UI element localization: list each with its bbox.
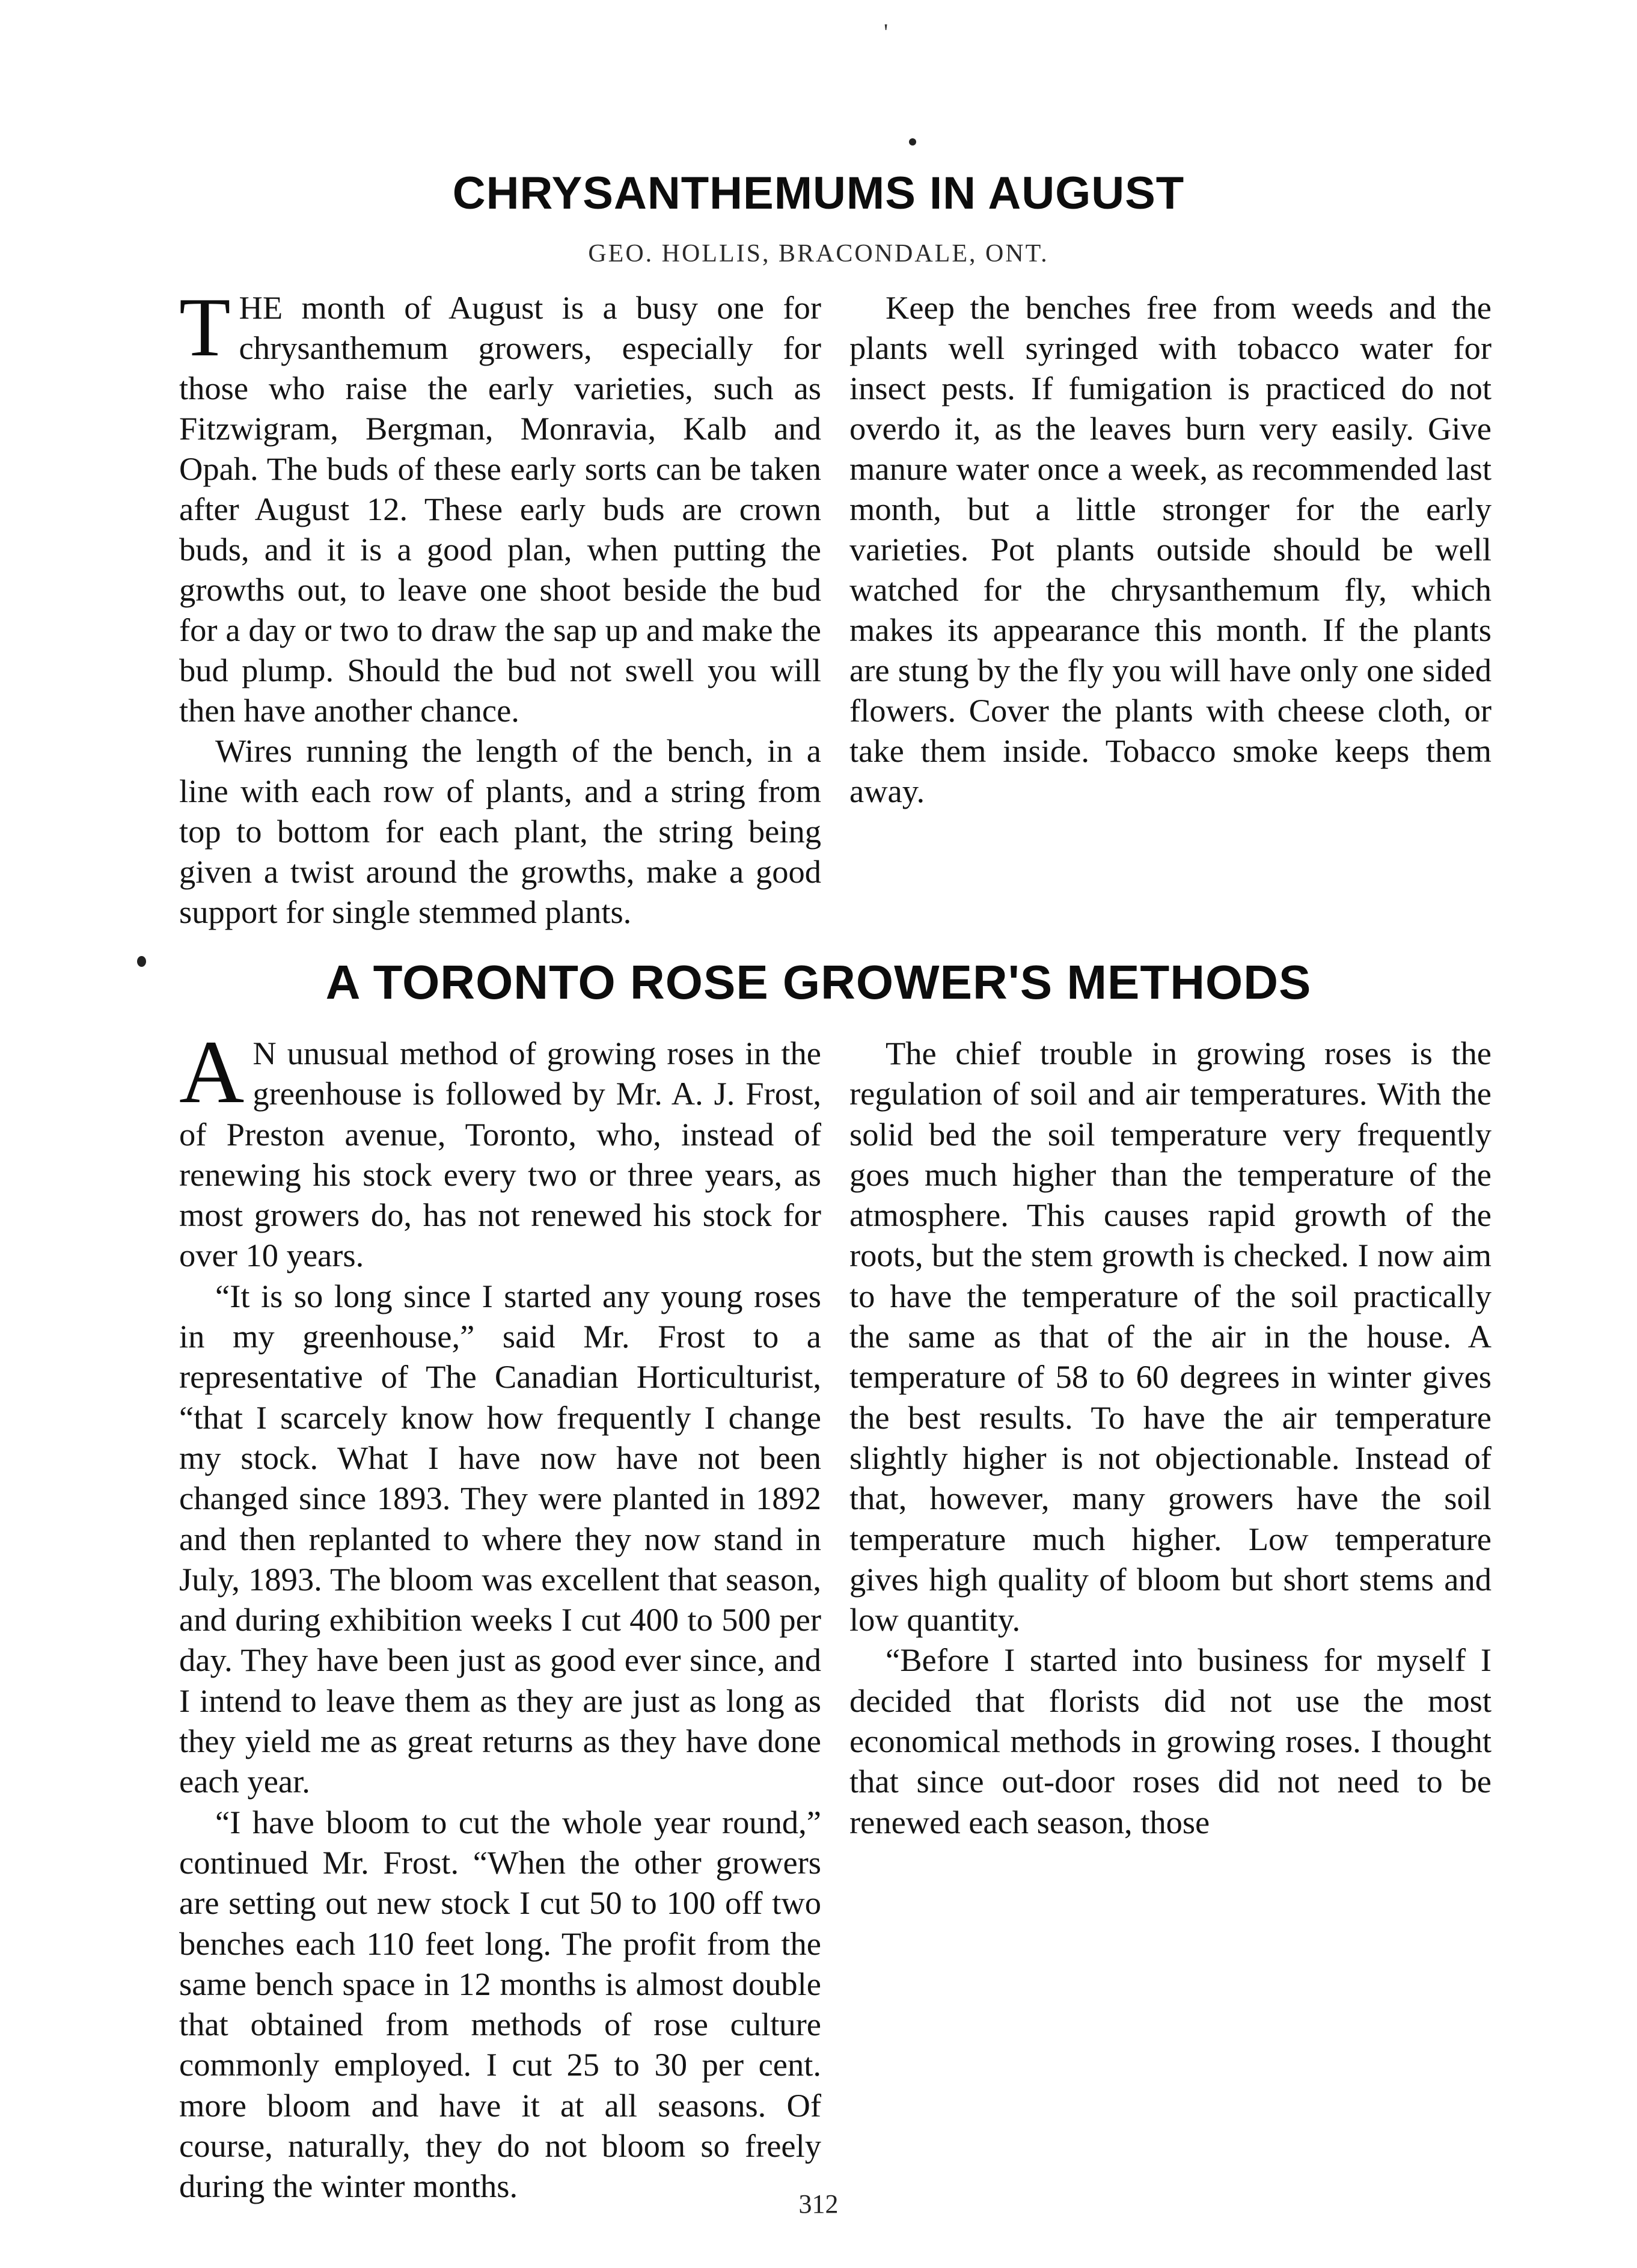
- article2-paragraph-5: “Before I started into business for myself I decided that florists did not use the most economical methods in growing roses. I thought that since out-door roses did not need to be renewed each season, those: [849, 1641, 1492, 1840]
- article1-paragraph-2: Wires running the length of the bench, in a line with each row of plants, and a string from top to bottom for each plant, the string being given a twist around the growths, make a good support for single stemmed plants.: [179, 732, 821, 930]
- article1-paragraph-1: [179, 281, 821, 731]
- article2-paragraph-3: “I have bloom to cut the whole year round,” continued Mr. Frost. “When the other growers are setting out new stock I cut 50 to 100 off two benches each 110 feet long. The profit from the same bench space in 12 months is almost double that obtained from methods of rose culture commonly employed. I cut 25 to 30 per cent. more bloom and have it at all seasons. Of course, naturally, they do not bloom so freely during the winter months.: [179, 1803, 821, 2205]
- article-byline: GEO. HOLLIS, BRACONDALE, ONT.: [588, 240, 1049, 268]
- article-title-rose-grower: A TORONTO ROSE GROWER'S METHODS: [325, 955, 1312, 1009]
- article2-paragraph-1-text: N unusual method of growing roses in the greenhouse is followed by Mr. A. J. Frost, of Preston avenue, Toronto, who, instead of renewing his stock every two or three years, as most growers do, has not renewed his stock for over 10 years.: [179, 1035, 821, 1274]
- article-title-chrysanthemums: CHRYSANTHEMUMS IN AUGUST: [452, 168, 1185, 219]
- scan-speck-mark: ': [884, 19, 889, 46]
- article2-paragraph-1: [179, 1022, 821, 1276]
- article2-column-right: [849, 1033, 1492, 1842]
- article1-column-right: [849, 287, 1492, 811]
- drop-cap-t: T: [179, 281, 231, 374]
- drop-cap-a: A: [179, 1022, 245, 1122]
- article1-paragraph-3: Keep the benches free from weeds and the plants well syringed with tobacco water for insect pests. If fumigation is practiced do not overdo it, as the leaves burn very easily. Give manure water once a week, as recommended last month, but a little stronger for the early varieties. Pot plants outside should be well watched for the chrysanthemum fly, which makes its appearance this month. If the plants are stung by the fly you will have only one sided flowers. Cover the plants with cheese cloth, or take them inside. Tobacco smoke keeps them away.: [849, 289, 1492, 809]
- article2-paragraph-2: “It is so long since I started any young roses in my greenhouse,” said Mr. Frost to a representative of The Canadian Horticulturist, “that I scarcely know how frequently I change my stock. What I have now have not been changed since 1893. They were planted in 1892 and then replanted to where they now stand in July, 1893. The bloom was excellent that season, and during exhibition weeks I cut 400 to 500 per day. They have been just as good ever since, and I intend to leave them as they are just as long as they yield me as great returns as they have done each year.: [179, 1277, 821, 1800]
- article2-column-left: [179, 1022, 821, 2207]
- page-number: 312: [798, 2189, 839, 2219]
- article1-paragraph-1-text: HE month of August is a busy one for chrysanthemum growers, especially for those who raise the early varieties, such as Fitzwigram, Bergman, Monravia, Kalb and Opah. The buds of these early sorts can be taken after August 12. These early buds are crown buds, and it is a good plan, when putting the growths out, to leave one shoot beside the bud for a day or two to draw the sap up and make the bud plump. Should the bud not swell you will then have another chance.: [179, 289, 821, 729]
- article1-column-left: [179, 281, 821, 932]
- scan-speck-dot: [909, 138, 916, 146]
- article2-paragraph-4: The chief trouble in growing roses is the regulation of soil and air temperatures. With the solid bed the soil temperature very frequently goes much higher than the temperature of the atmosphere. This causes rapid growth of the roots, but the stem growth is checked. I now aim to have the temperature of the soil practically the same as that of the air in the house. A temperature of 58 to 60 degrees in winter gives the best results. To have the air temperature slightly higher is not objectionable. Instead of that, however, many growers have the soil temperature much higher. Low temperature gives high quality of bloom but short stems and low quantity.: [849, 1035, 1492, 1638]
